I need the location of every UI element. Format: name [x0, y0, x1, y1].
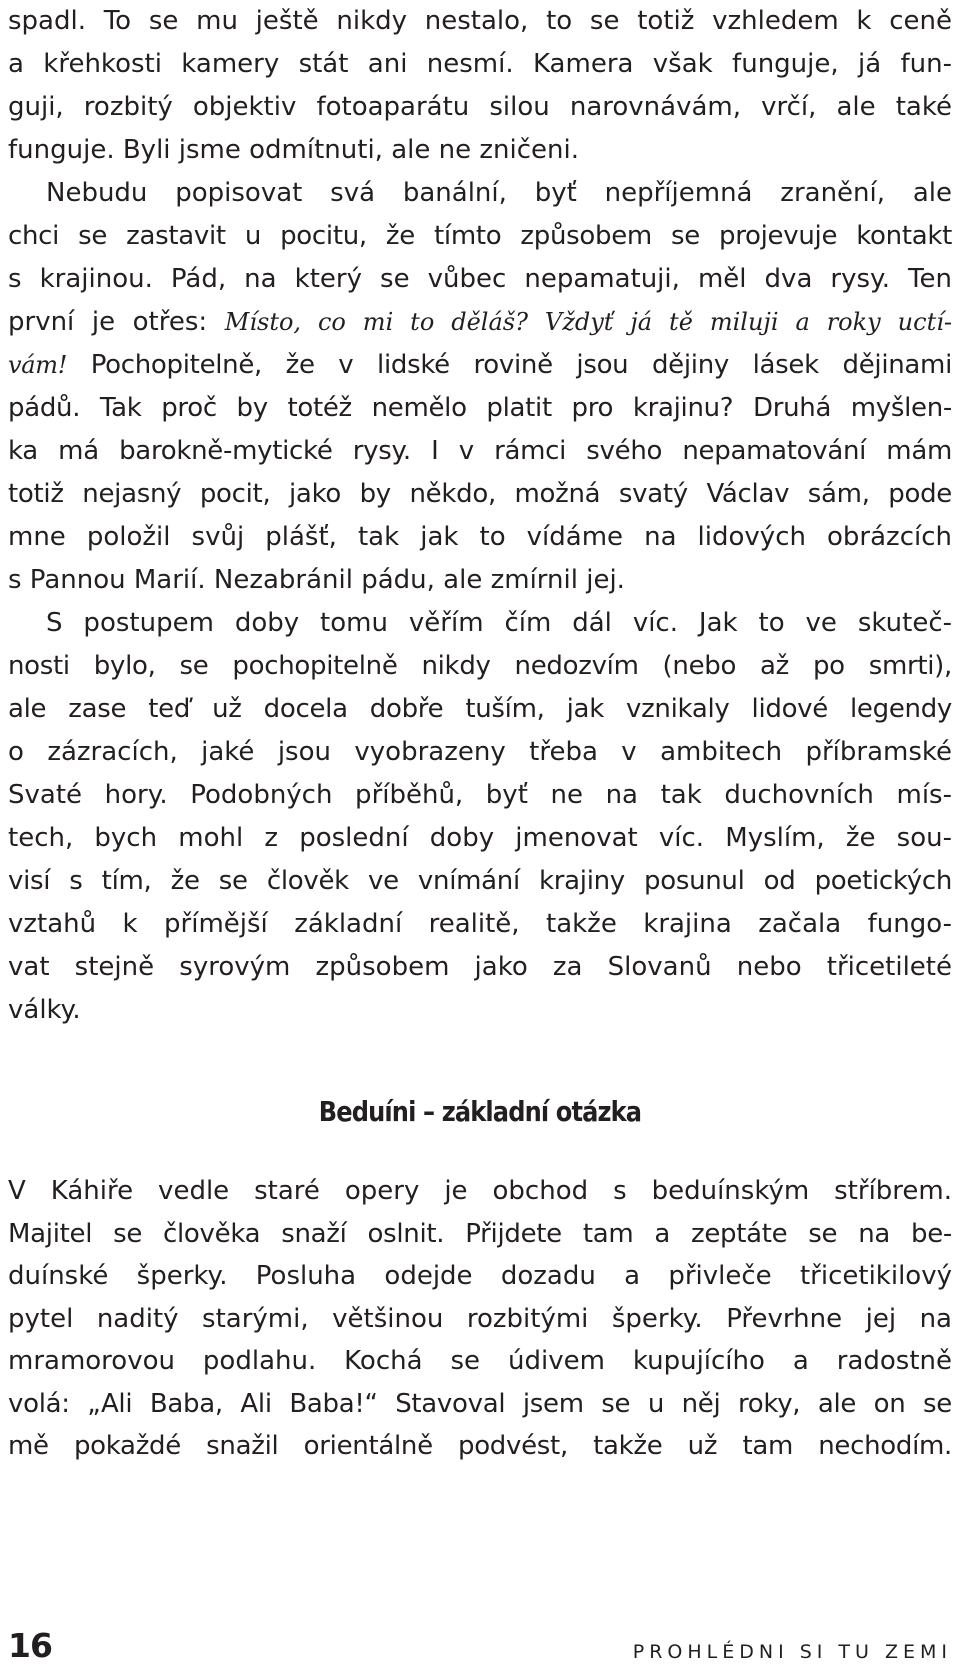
- text-line: mne položil svůj plášť, tak jak to vídáme na lidových obrázcích: [8, 522, 952, 552]
- text-line: pádů. Tak proč by totéž nemělo platit pro krajinu? Druhá myšlen-: [8, 393, 952, 423]
- text-line: vat stejně syrovým způsobem jako za Slovanů nebo třicetileté: [8, 952, 952, 982]
- text-line: guji, rozbitý objektiv fotoaparátu silou narovnávám, vrčí, ale také: [8, 92, 952, 122]
- text-line: o zázracích, jaké jsou vyobrazeny třeba v ambitech příbramské: [8, 737, 952, 767]
- text-line: vztahů k přímější základní realitě, takže krajina začala fungo-: [8, 909, 952, 939]
- text-line-mixed: [8, 301, 952, 344]
- text-segment: první je otřes:: [8, 307, 225, 337]
- running-footer-title: PROHLÉDNI SI TU ZEMI: [632, 1641, 952, 1663]
- text-line: visí s tím, že se člověk ve vnímání krajiny posunul od poetických: [8, 866, 952, 896]
- text-line: totiž nejasný pocit, jako by někdo, možná svatý Václav sám, pode: [8, 479, 952, 509]
- text-line: s Pannou Marií. Nezabránil pádu, ale zmírnil jej.: [8, 565, 625, 595]
- text-line: pytel naditý starými, většinou rozbitými šperky. Převrhne jej na: [8, 1303, 952, 1334]
- text-line-mixed: [8, 344, 952, 387]
- text-line: Nebudu popisovat svá banální, byť nepříjemná zranění, ale: [46, 178, 952, 208]
- text-line: a křehkosti kamery stát ani nesmí. Kamera však funguje, já fun-: [8, 49, 952, 79]
- page-number: 16: [8, 1626, 52, 1665]
- body-text-upper: [8, 0, 952, 1032]
- text-line: tech, bych mohl z poslední doby jmenovat víc. Myslím, že sou-: [8, 823, 952, 853]
- text-line: Svaté hory. Podobných příběhů, byť ne na tak duchovních mís-: [8, 780, 952, 810]
- text-line: funguje. Byli jsme odmítnuti, ale ne zničeni.: [8, 135, 579, 165]
- text-line: volá: „Ali Baba, Ali Baba!“ Stavoval jsem se u něj roky, ale on se: [8, 1388, 952, 1419]
- text-line: mě pokaždé snažil orientálně podvést, takže už tam nechodím.: [8, 1431, 952, 1461]
- text-line: nosti bylo, se pochopitelně nikdy nedozvím (nebo až po smrti),: [8, 651, 952, 681]
- text-line: V Káhiře vedle staré opery je obchod s beduínským stříbrem.: [8, 1176, 952, 1206]
- section-heading: Beduíni – základní otázka: [318, 1095, 642, 1128]
- text-line: války.: [8, 995, 81, 1025]
- text-line: ale zase teď už docela dobře tuším, jak vznikaly lidové legendy: [8, 694, 952, 724]
- italic-quote: Místo, co mi to děláš? Vždyť já tě miluji a roky uctí-: [224, 308, 952, 336]
- text-line: s krajinou. Pád, na který se vůbec nepamatuji, měl dva rysy. Ten: [8, 264, 952, 294]
- italic-quote: vám!: [8, 351, 68, 379]
- text-segment: Pochopitelně, že v lidské rovině jsou dějiny lásek dějinami: [67, 350, 952, 380]
- text-line: chci se zastavit u pocitu, že tímto způsobem se projevuje kontakt: [8, 221, 952, 251]
- text-line: ka má barokně-mytické rysy. I v rámci svého nepamatování mám: [8, 436, 952, 466]
- body-text-lower: [8, 1170, 952, 1468]
- text-line: spadl. To se mu ještě nikdy nestalo, to se totiž vzhledem k ceně: [8, 6, 952, 36]
- text-line: S postupem doby tomu věřím čím dál víc. Jak to ve skuteč-: [46, 608, 952, 638]
- text-line: Majitel se člověka snaží oslnit. Přijdete tam a zeptáte se na be-: [8, 1218, 952, 1249]
- text-line: mramorovou podlahu. Kochá se údivem kupujícího a radostně: [8, 1346, 952, 1376]
- text-line: duínské šperky. Posluha odejde dozadu a přivleče třicetikilový: [8, 1261, 952, 1291]
